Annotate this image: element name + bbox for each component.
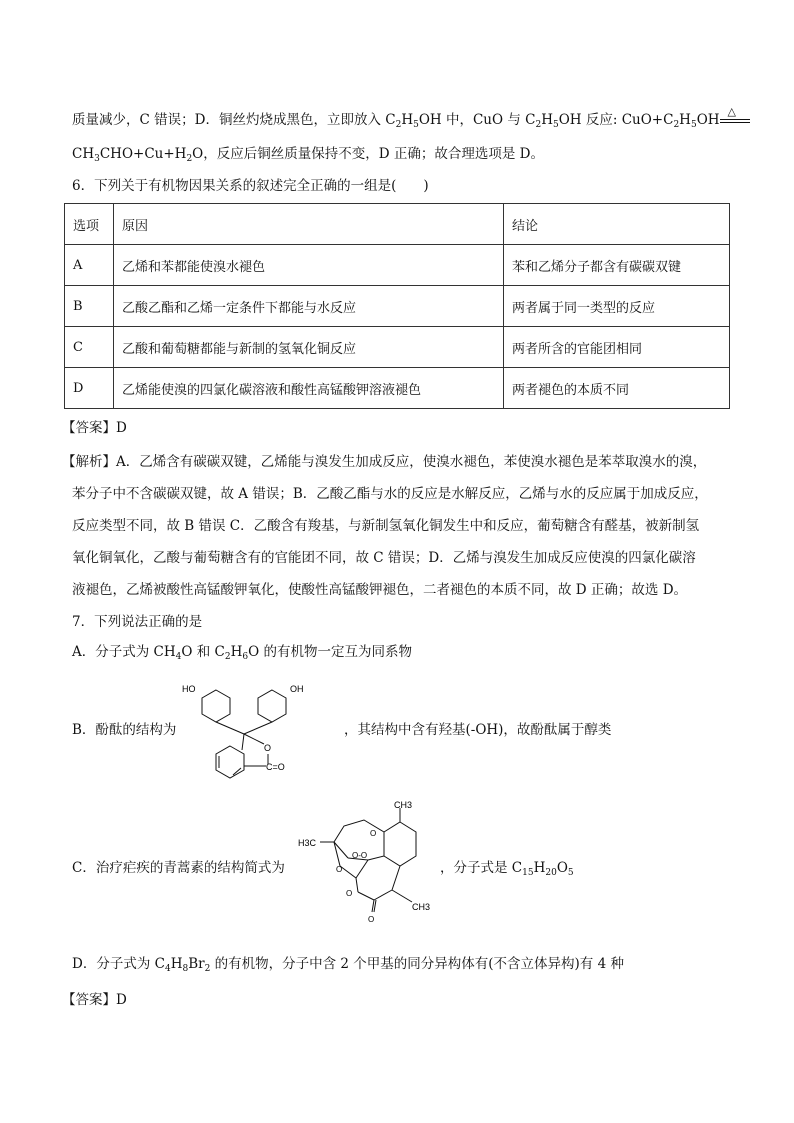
q7-option-c-pre: C．治疗疟疾的青蒿素的结构简式为 xyxy=(72,860,285,876)
ring-oxygen-label: O xyxy=(264,743,272,753)
oxygen-label: O xyxy=(368,915,375,924)
option-label: D xyxy=(65,368,114,409)
reason-cell: 乙酸乙酯和乙烯一定条件下都能与水反应 xyxy=(114,286,504,327)
q7-option-b-pre: B．酚酞的结构为 xyxy=(72,722,177,738)
option-label: A xyxy=(65,245,114,286)
q7-option-c-post: ，分子式是 $C_{15}H_{20}O_5$ xyxy=(440,860,574,878)
q7-option-b-post: ，其结构中含有羟基(-OH)，故酚酞属于醇类 xyxy=(344,722,612,738)
table-row xyxy=(65,368,730,409)
reason-cell: 乙烯能使溴的四氯化碳溶液和酸性高锰酸钾溶液褪色 xyxy=(114,368,504,409)
reason-cell: 乙酸和葡萄糖都能与新制的氢氧化铜反应 xyxy=(114,327,504,368)
table-header-row xyxy=(65,204,730,245)
methyl-label: CH3 xyxy=(412,902,431,912)
header-conclusion: 结论 xyxy=(504,204,730,245)
q7-option-a: A．分子式为 $CH_4O$ 和 $C_2H_6O$ 的有机物一定互为同系物 xyxy=(72,644,412,662)
intro-line-1: 质量减少，C 错误；D．铜丝灼烧成黑色，立即放入 $C_2H_5OH$ 中，CuO 与 $C_2H_5OH$ 反应: $CuO+C_2H_5OH$ △ xyxy=(72,108,750,135)
reason-cell: 乙烯和苯都能使溴水褪色 xyxy=(114,245,504,286)
q6-answer: 【答案】D xyxy=(62,420,127,436)
option-label: B xyxy=(65,286,114,327)
conclusion-cell: 两者褪色的本质不同 xyxy=(504,368,730,409)
q6-stem: 6．下列关于有机物因果关系的叙述完全正确的一组是( ) xyxy=(72,178,429,194)
q6-analysis-line: 液褪色，乙烯被酸性高锰酸钾氧化，使酸性高锰酸钾褪色，二者褪色的本质不同，故 D 正确；故选 D。 xyxy=(72,582,688,598)
q6-analysis-line: 反应类型不同，故 B 错误 C．乙酸含有羧基，与新制氢氧化铜发生中和反应，葡萄糖含有醛基，被新制氢 xyxy=(72,518,700,534)
methyl-label: H3C xyxy=(298,838,317,848)
q6-analysis-line: 苯分子中不含碳碳双键，故 A 错误；B．乙酸乙酯与水的反应是水解反应，乙烯与水的反应属于加成反应， xyxy=(72,486,708,502)
q6-options-table xyxy=(64,203,730,409)
q6-analysis-line: 【解析】A．乙烯含有碳碳双键，乙烯能与溴发生加成反应，使溴水褪色，苯使溴水褪色是苯萃取溴水的溴， xyxy=(62,454,707,470)
carbonyl-label: C=O xyxy=(266,762,285,772)
table-row xyxy=(65,245,730,286)
intro-line-2: $CH_3CHO+Cu+H_2O$，反应后铜丝质量保持不变，D 正确；故合理选项是 D。 xyxy=(72,146,544,164)
conclusion-cell: 两者所含的官能团相同 xyxy=(504,327,730,368)
q7-option-d: D．分子式为 $C_4H_8Br_2$ 的有机物，分子中含 2 个甲基的同分异构体有(不含立体异构)有 4 种 xyxy=(72,956,624,974)
q6-analysis-line: 氧化铜氧化，乙酸与葡萄糖含有的官能团不同，故 C 错误；D．乙烯与溴发生加成反应使溴的四氯化碳溶 xyxy=(72,550,696,566)
q7-answer: 【答案】D xyxy=(62,992,127,1008)
heating-equals-sign: △ xyxy=(720,108,750,126)
peroxide-label: O-O xyxy=(352,851,368,860)
q7-stem: 7．下列说法正确的是 xyxy=(72,614,203,630)
option-label: C xyxy=(65,327,114,368)
conclusion-cell: 苯和乙烯分子都含有碳碳双键 xyxy=(504,245,730,286)
oxygen-label: O xyxy=(370,829,377,838)
table-row xyxy=(65,327,730,368)
hydroxyl-label: OH xyxy=(290,684,304,694)
artemisinin-structure xyxy=(292,800,442,930)
oxygen-label: O xyxy=(336,865,343,874)
hydroxyl-label: HO xyxy=(182,684,196,694)
table-row xyxy=(65,286,730,327)
oxygen-label: O xyxy=(346,889,353,898)
methyl-label: CH3 xyxy=(394,800,413,810)
header-option: 选项 xyxy=(65,204,114,245)
phenolphthalein-structure xyxy=(180,682,340,782)
conclusion-cell: 两者属于同一类型的反应 xyxy=(504,286,730,327)
header-reason: 原因 xyxy=(114,204,504,245)
